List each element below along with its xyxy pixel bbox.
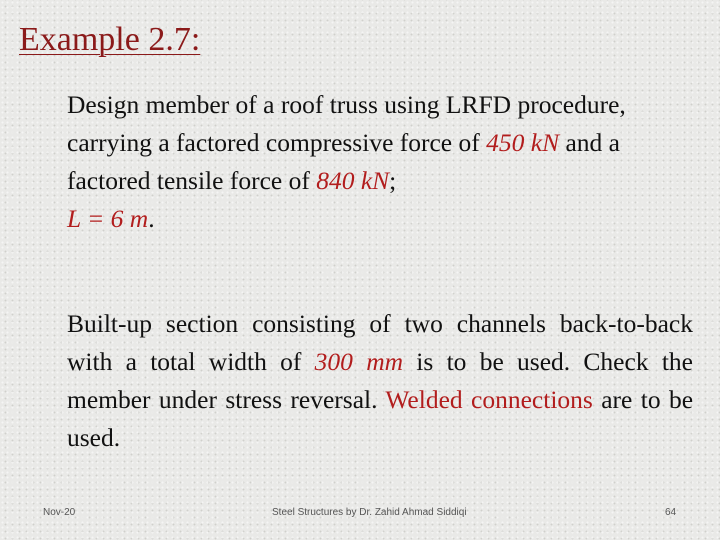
- section-description-paragraph: [67, 305, 693, 457]
- footer-page-number: 64: [665, 507, 677, 518]
- p2-text-b: is to be used. Check the member under stress reversal.: [67, 347, 693, 414]
- slide-title: Example 2.7:: [19, 21, 201, 58]
- tensile-force-value: 840 kN: [316, 166, 390, 195]
- p1-text-d: .: [148, 204, 155, 233]
- problem-statement-paragraph: [67, 86, 693, 238]
- p1-text-c: ;: [389, 166, 397, 195]
- footer-course: Steel Structures by Dr. Zahid Ahmad Siddiqi: [272, 507, 467, 518]
- welded-connections-text: Welded connections: [385, 385, 593, 414]
- p2-text-a: Built-up section consisting of two channels back-to-back with a total width of: [67, 309, 693, 376]
- compressive-force-value: 450 kN: [486, 128, 560, 157]
- p2-text-c: are to be used.: [67, 385, 694, 452]
- footer-date: Nov-20: [43, 507, 76, 518]
- p1-text-a: Design member of a roof truss using LRFD procedure, carrying a factored compressive force of: [67, 90, 626, 157]
- length-value: L = 6 m: [67, 204, 149, 233]
- width-value: 300 mm: [314, 347, 404, 376]
- p1-text-b: and a factored tensile force of: [67, 128, 620, 195]
